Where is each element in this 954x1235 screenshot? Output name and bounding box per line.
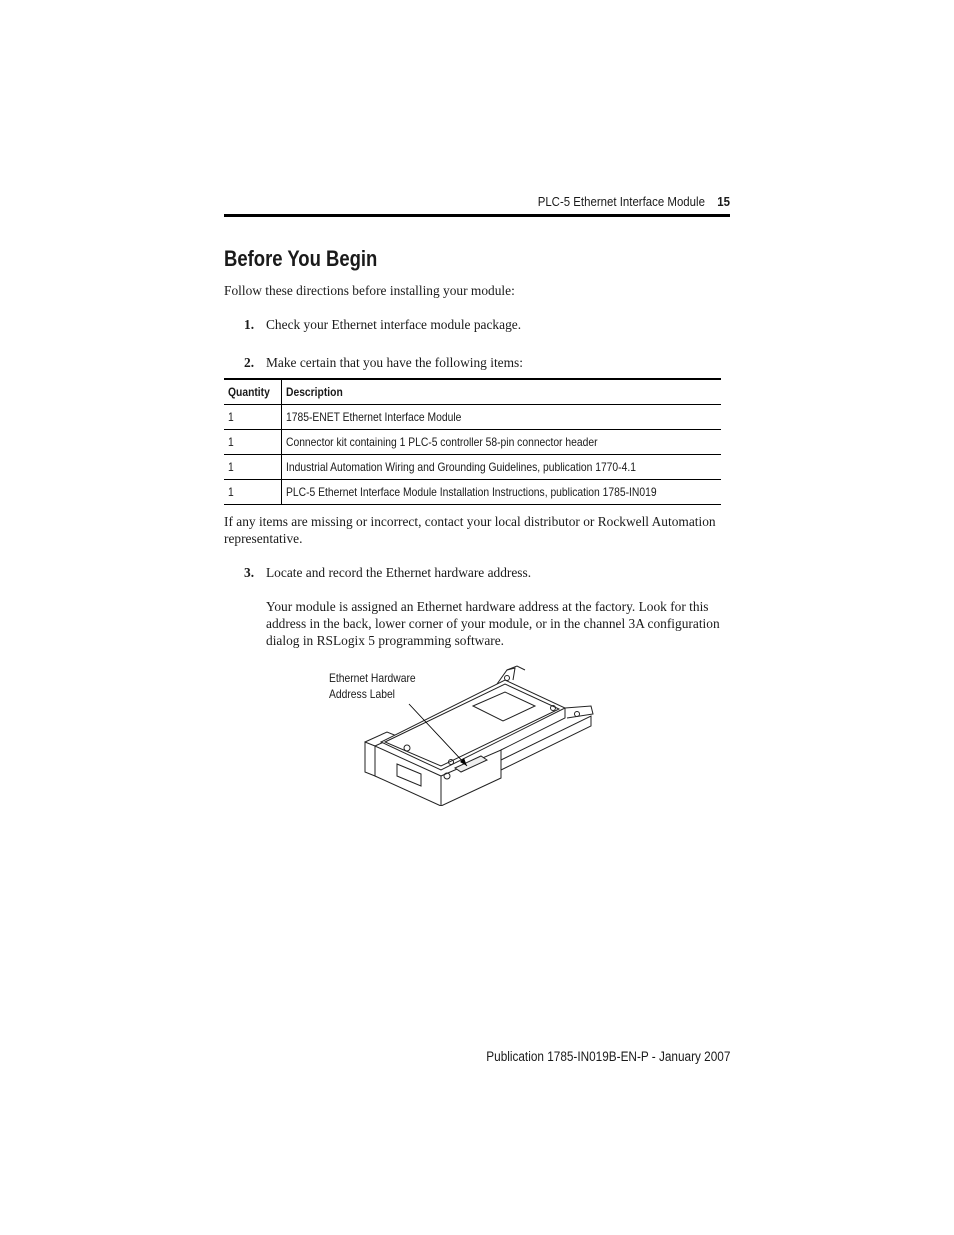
intro-text: Follow these directions before installing your module: <box>224 283 515 298</box>
step-text: Make certain that you have the following items: <box>266 355 523 370</box>
step-1 <box>244 316 521 333</box>
table-row <box>224 430 721 455</box>
step-2 <box>244 354 523 371</box>
step-number: 1. <box>244 317 255 332</box>
table-row <box>224 405 721 430</box>
step-3-detail: Your module is assigned an Ethernet hardware address at the factory. Look for this address in the back, lower corner of your module, or in the channel 3A configuration dialog in RSLogix 5 programming software. <box>266 599 720 648</box>
publication-footer: Publication 1785-IN019B-EN-P - January 2007 <box>485 1049 730 1064</box>
table-cell-quantity: 1 <box>224 480 281 505</box>
section-title: Before You Begin <box>224 246 378 271</box>
table-cell-description: Connector kit containing 1 PLC-5 controller 58-pin connector header <box>285 435 598 449</box>
items-table <box>224 378 721 505</box>
step-3 <box>244 564 531 581</box>
module-illustration <box>329 656 609 806</box>
table-cell-description: Industrial Automation Wiring and Grounding Guidelines, publication 1770-4.1 <box>285 460 636 474</box>
step-number: 2. <box>244 355 255 370</box>
table-header-description: Description <box>285 385 343 399</box>
page-number: 15 <box>717 193 730 209</box>
table-row <box>224 480 721 505</box>
missing-items-note: If any items are missing or incorrect, contact your local distributor or Rockwell Automation representative. <box>224 514 716 546</box>
running-header <box>285 191 730 211</box>
table-cell-quantity: 1 <box>224 405 281 430</box>
step-text: Locate and record the Ethernet hardware address. <box>266 565 532 580</box>
figure-callout-label: Ethernet Hardware Address Label <box>329 671 416 701</box>
table-cell-quantity: 1 <box>224 455 281 480</box>
table-header-row <box>224 379 721 405</box>
running-title: PLC-5 Ethernet Interface Module <box>537 193 705 209</box>
table-row <box>224 455 721 480</box>
table-cell-description: 1785-ENET Ethernet Interface Module <box>285 410 462 424</box>
table-cell-description: PLC-5 Ethernet Interface Module Installation Instructions, publication 1785-IN019 <box>285 485 657 499</box>
table-header-quantity: Quantity <box>224 379 281 405</box>
table-cell-quantity: 1 <box>224 430 281 455</box>
header-rule <box>224 214 730 217</box>
step-number: 3. <box>244 565 255 580</box>
step-text: Check your Ethernet interface module package. <box>266 317 522 332</box>
